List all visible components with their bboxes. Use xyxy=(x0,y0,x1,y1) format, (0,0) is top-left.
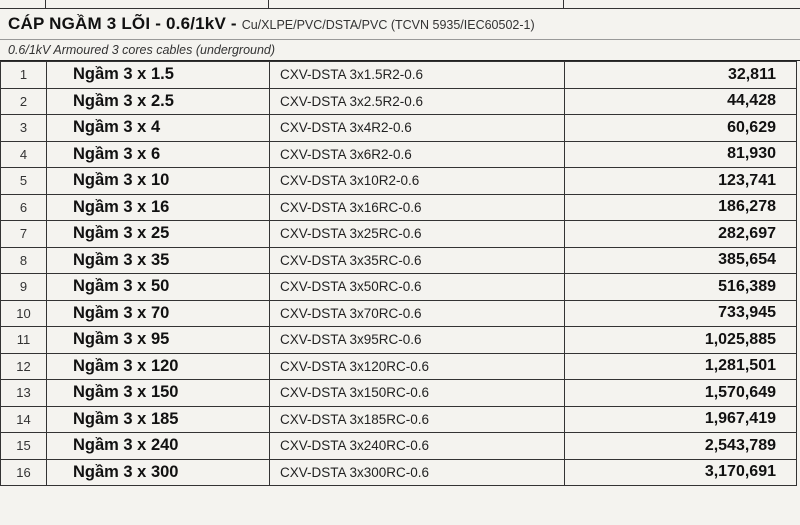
table-body xyxy=(1,62,797,486)
cable-name: Ngầm 3 x 16 xyxy=(47,194,270,221)
cable-name: Ngầm 3 x 240 xyxy=(47,433,270,460)
cable-name: Ngầm 3 x 4 xyxy=(47,115,270,142)
cable-name: Ngầm 3 x 95 xyxy=(47,327,270,354)
table-row xyxy=(1,141,797,168)
row-number: 11 xyxy=(1,327,47,354)
column-divider xyxy=(563,0,564,8)
cable-code: CXV-DSTA 3x10R2-0.6 xyxy=(270,168,565,195)
table-subtitle: 0.6/1kV Armoured 3 cores cables (underground) xyxy=(0,40,800,61)
cable-code: CXV-DSTA 3x6R2-0.6 xyxy=(270,141,565,168)
cable-price-table xyxy=(0,61,797,486)
cable-code: CXV-DSTA 3x1.5R2-0.6 xyxy=(270,62,565,89)
unit-price: 123,741 xyxy=(565,168,797,195)
row-number: 14 xyxy=(1,406,47,433)
table-row xyxy=(1,221,797,248)
cable-code: CXV-DSTA 3x95RC-0.6 xyxy=(270,327,565,354)
table-row xyxy=(1,62,797,89)
unit-price: 1,281,501 xyxy=(565,353,797,380)
table-row xyxy=(1,274,797,301)
table-row xyxy=(1,194,797,221)
row-number: 5 xyxy=(1,168,47,195)
unit-price: 1,967,419 xyxy=(565,406,797,433)
cable-code: CXV-DSTA 3x2.5R2-0.6 xyxy=(270,88,565,115)
table-row xyxy=(1,406,797,433)
table-row xyxy=(1,168,797,195)
table-row xyxy=(1,327,797,354)
table-row xyxy=(1,300,797,327)
cable-name: Ngầm 3 x 70 xyxy=(47,300,270,327)
row-number: 12 xyxy=(1,353,47,380)
cable-code: CXV-DSTA 3x25RC-0.6 xyxy=(270,221,565,248)
cable-code: CXV-DSTA 3x120RC-0.6 xyxy=(270,353,565,380)
cable-code: CXV-DSTA 3x4R2-0.6 xyxy=(270,115,565,142)
row-number: 6 xyxy=(1,194,47,221)
table-row xyxy=(1,88,797,115)
row-number: 15 xyxy=(1,433,47,460)
cable-code: CXV-DSTA 3x240RC-0.6 xyxy=(270,433,565,460)
unit-price: 733,945 xyxy=(565,300,797,327)
unit-price: 81,930 xyxy=(565,141,797,168)
row-number: 9 xyxy=(1,274,47,301)
cable-name: Ngầm 3 x 185 xyxy=(47,406,270,433)
table-title-spec: Cu/XLPE/PVC/DSTA/PVC (TCVN 5935/IEC60502-1) xyxy=(241,18,535,32)
cable-code: CXV-DSTA 3x300RC-0.6 xyxy=(270,459,565,486)
unit-price: 516,389 xyxy=(565,274,797,301)
unit-price: 1,570,649 xyxy=(565,380,797,407)
cable-name: Ngầm 3 x 10 xyxy=(47,168,270,195)
unit-price: 2,543,789 xyxy=(565,433,797,460)
table-row xyxy=(1,380,797,407)
cable-code: CXV-DSTA 3x70RC-0.6 xyxy=(270,300,565,327)
unit-price: 32,811 xyxy=(565,62,797,89)
row-number: 2 xyxy=(1,88,47,115)
row-number: 4 xyxy=(1,141,47,168)
unit-price: 3,170,691 xyxy=(565,459,797,486)
table-row xyxy=(1,247,797,274)
table-title-main: CÁP NGẦM 3 LÕI - 0.6/1kV - xyxy=(8,14,242,33)
cable-code: CXV-DSTA 3x50RC-0.6 xyxy=(270,274,565,301)
table-row xyxy=(1,115,797,142)
cable-code: CXV-DSTA 3x150RC-0.6 xyxy=(270,380,565,407)
table-row xyxy=(1,353,797,380)
cable-name: Ngầm 3 x 120 xyxy=(47,353,270,380)
row-number: 7 xyxy=(1,221,47,248)
previous-table-edge xyxy=(0,0,800,9)
table-title xyxy=(0,9,800,40)
table-row xyxy=(1,459,797,486)
unit-price: 282,697 xyxy=(565,221,797,248)
unit-price: 186,278 xyxy=(565,194,797,221)
row-number: 13 xyxy=(1,380,47,407)
column-divider xyxy=(45,0,46,8)
row-number: 10 xyxy=(1,300,47,327)
cable-name: Ngầm 3 x 35 xyxy=(47,247,270,274)
row-number: 8 xyxy=(1,247,47,274)
row-number: 3 xyxy=(1,115,47,142)
row-number: 16 xyxy=(1,459,47,486)
cable-name: Ngầm 3 x 150 xyxy=(47,380,270,407)
cable-name: Ngầm 3 x 6 xyxy=(47,141,270,168)
cable-name: Ngầm 3 x 25 xyxy=(47,221,270,248)
cable-name: Ngầm 3 x 1.5 xyxy=(47,62,270,89)
column-divider xyxy=(268,0,269,8)
unit-price: 44,428 xyxy=(565,88,797,115)
table-row xyxy=(1,433,797,460)
cable-name: Ngầm 3 x 300 xyxy=(47,459,270,486)
unit-price: 60,629 xyxy=(565,115,797,142)
cable-name: Ngầm 3 x 50 xyxy=(47,274,270,301)
cable-code: CXV-DSTA 3x16RC-0.6 xyxy=(270,194,565,221)
cable-name: Ngầm 3 x 2.5 xyxy=(47,88,270,115)
cable-code: CXV-DSTA 3x185RC-0.6 xyxy=(270,406,565,433)
unit-price: 385,654 xyxy=(565,247,797,274)
row-number: 1 xyxy=(1,62,47,89)
unit-price: 1,025,885 xyxy=(565,327,797,354)
cable-code: CXV-DSTA 3x35RC-0.6 xyxy=(270,247,565,274)
